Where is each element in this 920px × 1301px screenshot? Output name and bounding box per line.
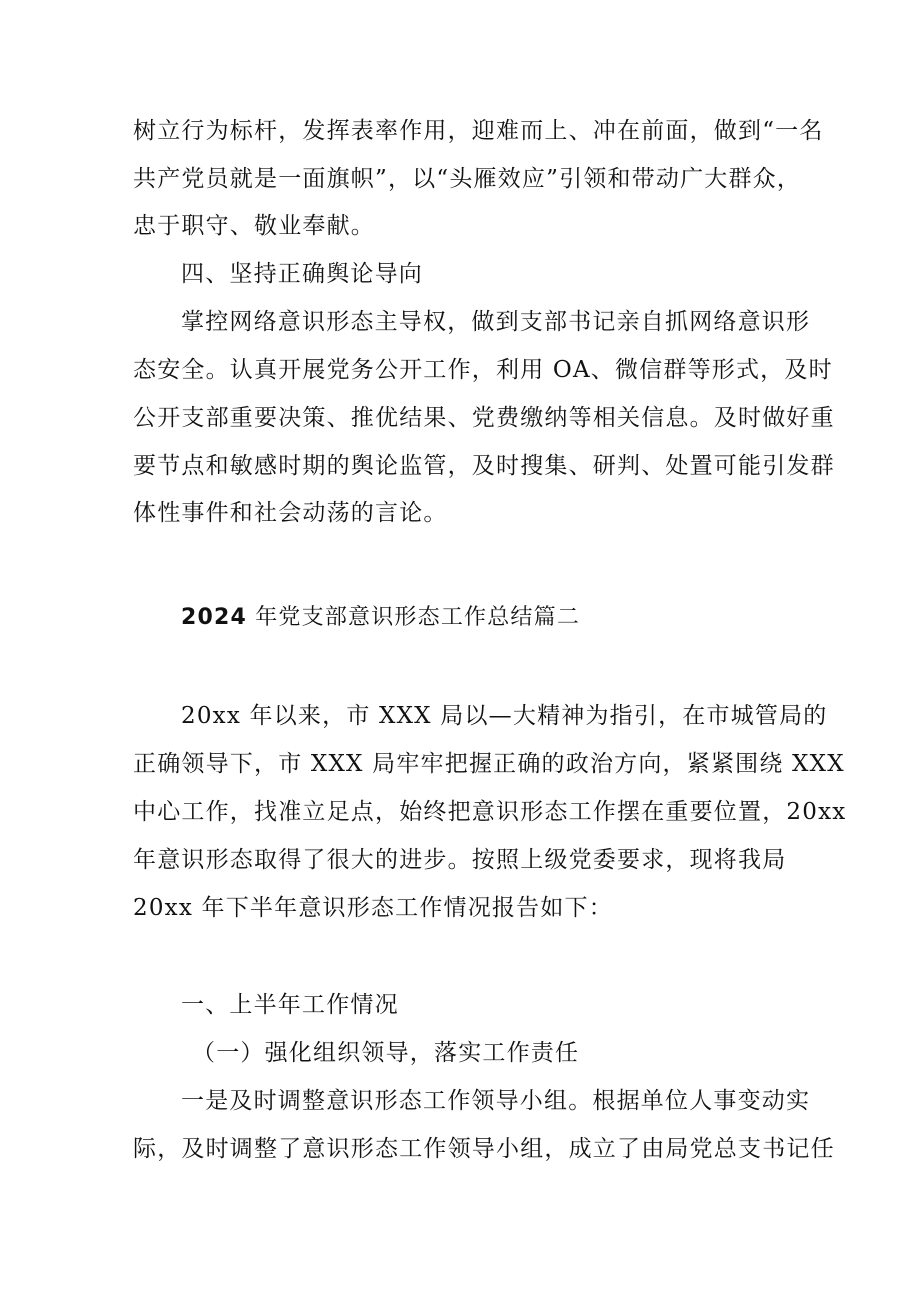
paragraph-line: 正确领导下，市 XXX 局牢牢把握正确的政治方向，紧紧围绕 XXX: [133, 751, 845, 777]
paragraph-line: 树立行为标杆，发挥表率作用，迎难而上、冲在前面，做到“一名: [133, 118, 824, 144]
paragraph-line: 20xx 年下半年意识形态工作情况报告如下：: [133, 895, 613, 921]
paragraph-line: 年意识形态取得了很大的进步。按照上级党委要求，现将我局: [133, 847, 787, 873]
section-heading: 一、上半年工作情况: [181, 992, 399, 1018]
subsection-heading: （一）强化组织领导，落实工作责任: [192, 1040, 580, 1066]
paragraph-line: 态安全。认真开展党务公开工作，利用 OA、微信群等形式，及时: [133, 357, 833, 383]
paragraph-line: 要节点和敏感时期的舆论监管，及时搜集、研判、处置可能引发群: [133, 453, 835, 479]
paragraph-line: 忠于职守、敬业奉献。: [133, 213, 375, 239]
paragraph-line: 际，及时调整了意识形态工作领导小组，成立了由局党总支书记任: [133, 1136, 835, 1162]
paragraph-line: 掌控网络意识形态主导权，做到支部书记亲自抓网络意识形: [181, 309, 811, 335]
article-title-year: 2024: [181, 605, 248, 630]
paragraph-line: 公开支部重要决策、推优结果、党费缴纳等相关信息。及时做好重: [133, 405, 835, 431]
paragraph-line: 体性事件和社会动荡的言论。: [133, 500, 448, 526]
article-title: [181, 603, 851, 633]
paragraph-line: 一是及时调整意识形态工作领导小组。根据单位人事变动实: [181, 1088, 811, 1114]
section-heading: 四、坚持正确舆论导向: [181, 261, 423, 287]
paragraph-line: 20xx 年以来，市 XXX 局以—大精神为指引，在市城管局的: [181, 703, 828, 729]
paragraph-line: 共产党员就是一面旗帜”，以“头雁效应”引领和带动广大群众，: [133, 166, 802, 192]
article-title-text: 年党支部意识形态工作总结篇二: [255, 605, 581, 630]
paragraph-line: 中心工作，找准立足点，始终把意识形态工作摆在重要位置，20xx: [133, 799, 847, 825]
